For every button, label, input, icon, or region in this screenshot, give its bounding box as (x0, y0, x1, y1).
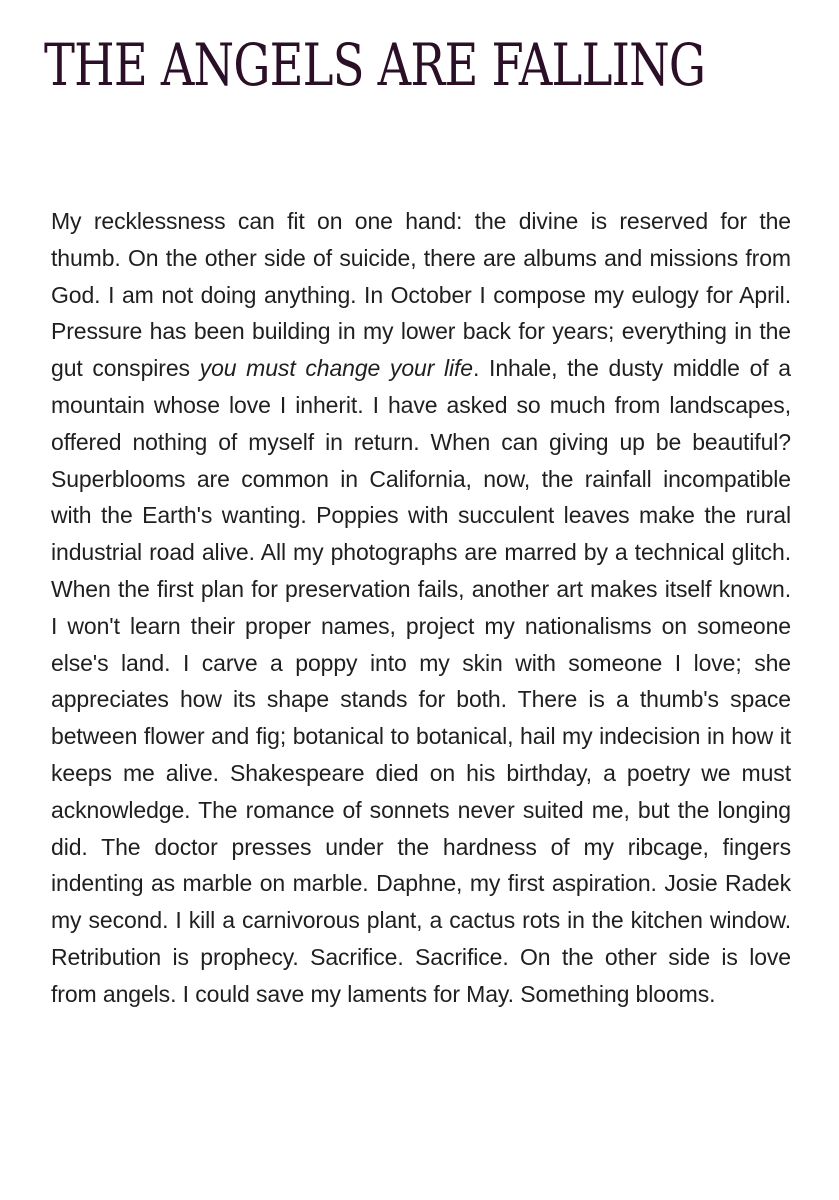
poem-text-part-1: My recklessness can fit on one hand: the divine is reserved for the thumb. On the other side of suicide, there are albums and missions from God. I am not doing anything. In October I compose my eulogy for April. Pressure has been building in my lower back for years; everything in the gut conspires (51, 208, 791, 382)
poem-title: THE ANGELS ARE FALLING (44, 31, 706, 99)
poem-body (51, 203, 791, 1013)
poem-text-part-2: . Inhale, the dusty middle of a mountain whose love I inherit. I have asked so much from landscapes, offered nothing of myself in return. When can giving up be beautiful? Superblooms are common in California, now, the rainfall incompatible with the Earth's wanting. Poppies with succulent leaves make the rural industrial road alive. All my photographs are marred by a technical glitch. When the first plan for preservation fails, another art makes itself known. I won't learn their proper names, project my nationalisms on someone else's land. I carve a poppy into my skin with someone I love; she appreciates how its shape stands for both. There is a thumb's space between flower and fig; botanical to botanical, hail my indecision in how it keeps me alive. Shakespeare died on his birthday, a poetry we must acknowledge. The romance of sonnets never suited me, but the longing did. The doctor presses under the hardness of my ribcage, fingers indenting as marble on marble. Daphne, my first aspiration. Josie Radek my second. I kill a carnivorous plant, a cactus rots in the kitchen window. Retribution is prophecy. Sacrifice. Sacrifice. On the other side is love from angels. I could save my laments for May. Something blooms. (51, 355, 791, 1007)
poem-italic-phrase: you must change your life (199, 355, 474, 382)
